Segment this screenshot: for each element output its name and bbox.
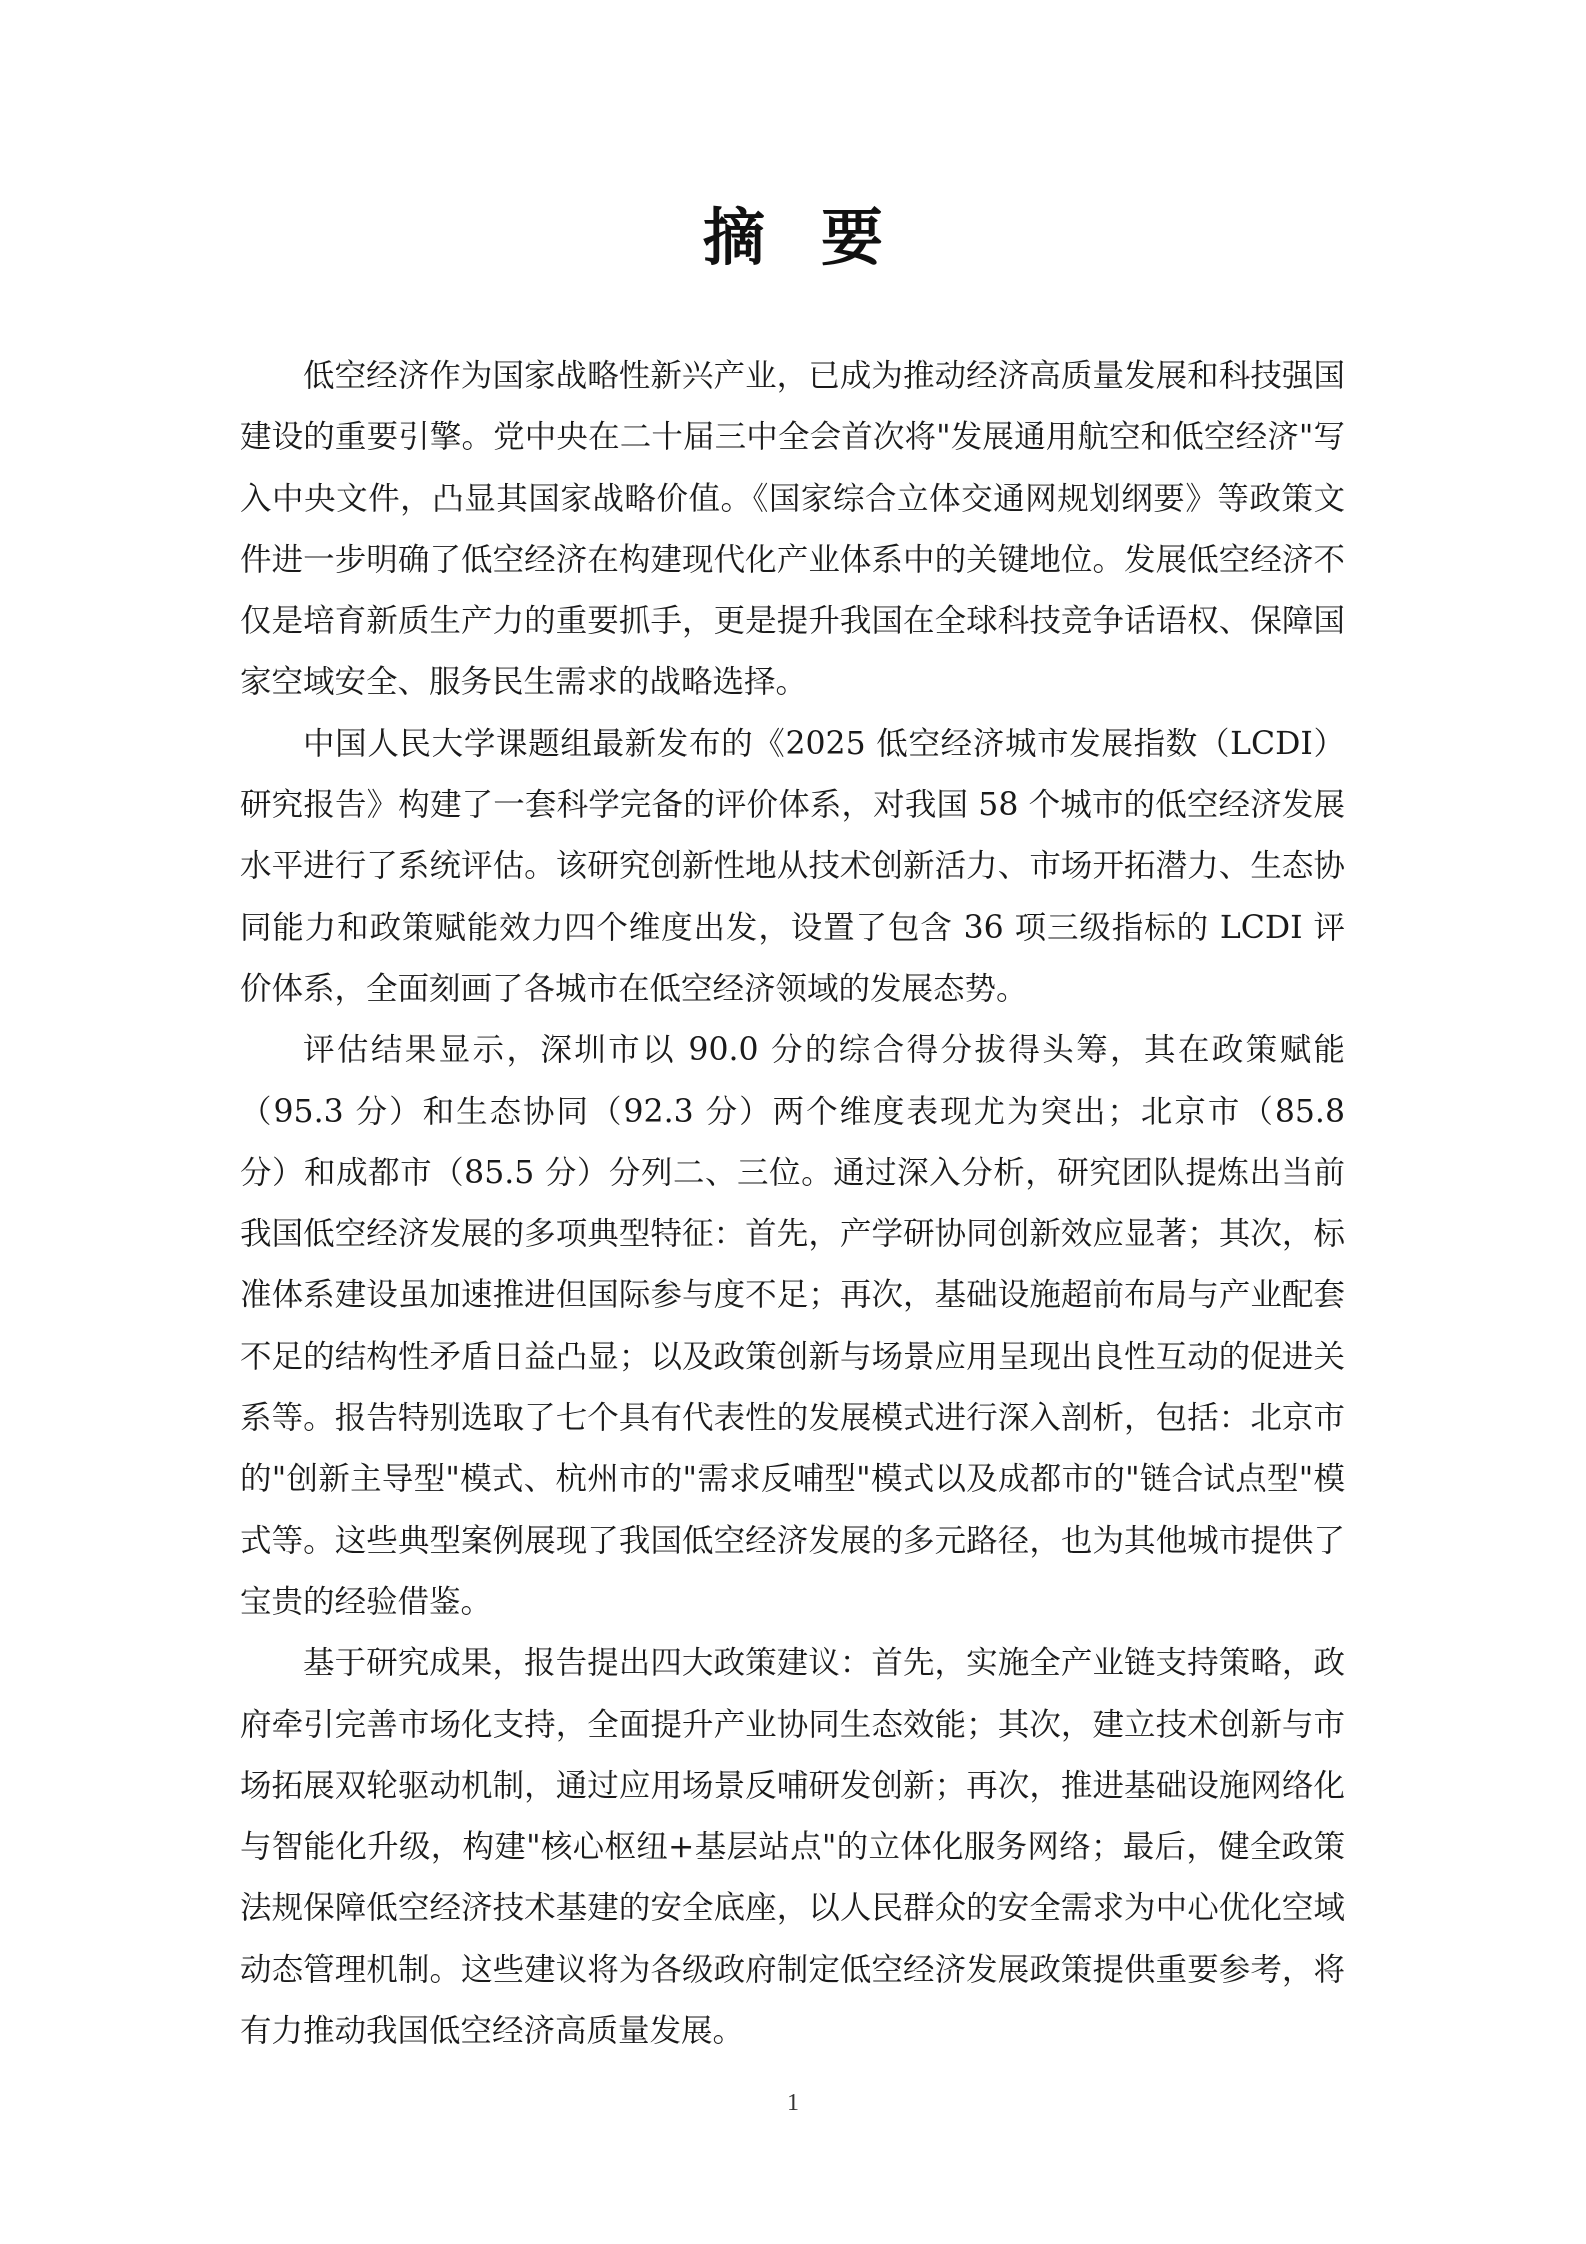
abstract-body — [240, 346, 1345, 2062]
paragraph-1: 低空经济作为国家战略性新兴产业，已成为推动经济高质量发展和科技强国建设的重要引擎。党中央在二十届三中全会首次将"发展通用航空和低空经济"写入中央文件，凸显其国家战略价值。《国家综合立体交通网规划纲要》等政策文件进一步明确了低空经济在构建现代化产业体系中的关键地位。发展低空经济不仅是培育新质生产力的重要抓手，更是提升我国在全球科技竞争话语权、保障国家空域安全、服务民生需求的战略选择。 — [240, 358, 1345, 701]
paragraph-3: 评估结果显示，深圳市以 90.0 分的综合得分拔得头筹，其在政策赋能（95.3 分）和生态协同（92.3 分）两个维度表现尤为突出；北京市（85.8 分）和成都市（85.5 分）分列二、三位。通过深入分析，研究团队提炼出当前我国低空经济发展的多项典型特征：首先，产学研协同创新效应显著；其次，标准体系建设虽加速推进但国际参与度不足；再次，基础设施超前布局与产业配套不足的结构性矛盾日益凸显；以及政策创新与场景应用呈现出良性互动的促进关系等。报告特别选取了七个具有代表性的发展模式进行深入剖析，包括：北京市的"创新主导型"模式、杭州市的"需求反哺型"模式以及成都市的"链合试点型"模式等。这些典型案例展现了我国低空经济发展的多元路径，也为其他城市提供了宝贵的经验借鉴。 — [240, 1032, 1345, 1620]
page-number: 1 — [787, 2090, 799, 2116]
paragraph-4: 基于研究成果，报告提出四大政策建议：首先，实施全产业链支持策略，政府牵引完善市场化支持，全面提升产业协同生态效能；其次，建立技术创新与市场拓展双轮驱动机制，通过应用场景反哺研发创新；再次，推进基础设施网络化与智能化升级，构建"核心枢纽+基层站点"的立体化服务网络；最后，健全政策法规保障低空经济技术基建的安全底座，以人民群众的安全需求为中心优化空域动态管理机制。这些建议将为各级政府制定低空经济发展政策提供重要参考，将有力推动我国低空经济高质量发展。 — [240, 1645, 1345, 2050]
paragraph-2: 中国人民大学课题组最新发布的《2025 低空经济城市发展指数（LCDI）研究报告》构建了一套科学完备的评价体系，对我国 58 个城市的低空经济发展水平进行了系统评估。该研究创新性地从技术创新活力、市场开拓潜力、生态协同能力和政策赋能效力四个维度出发，设置了包含 36 项三级指标的 LCDI 评价体系，全面刻画了各城市在低空经济领域的发展态势。 — [240, 725, 1345, 1007]
page-title: 摘要 — [702, 201, 939, 274]
